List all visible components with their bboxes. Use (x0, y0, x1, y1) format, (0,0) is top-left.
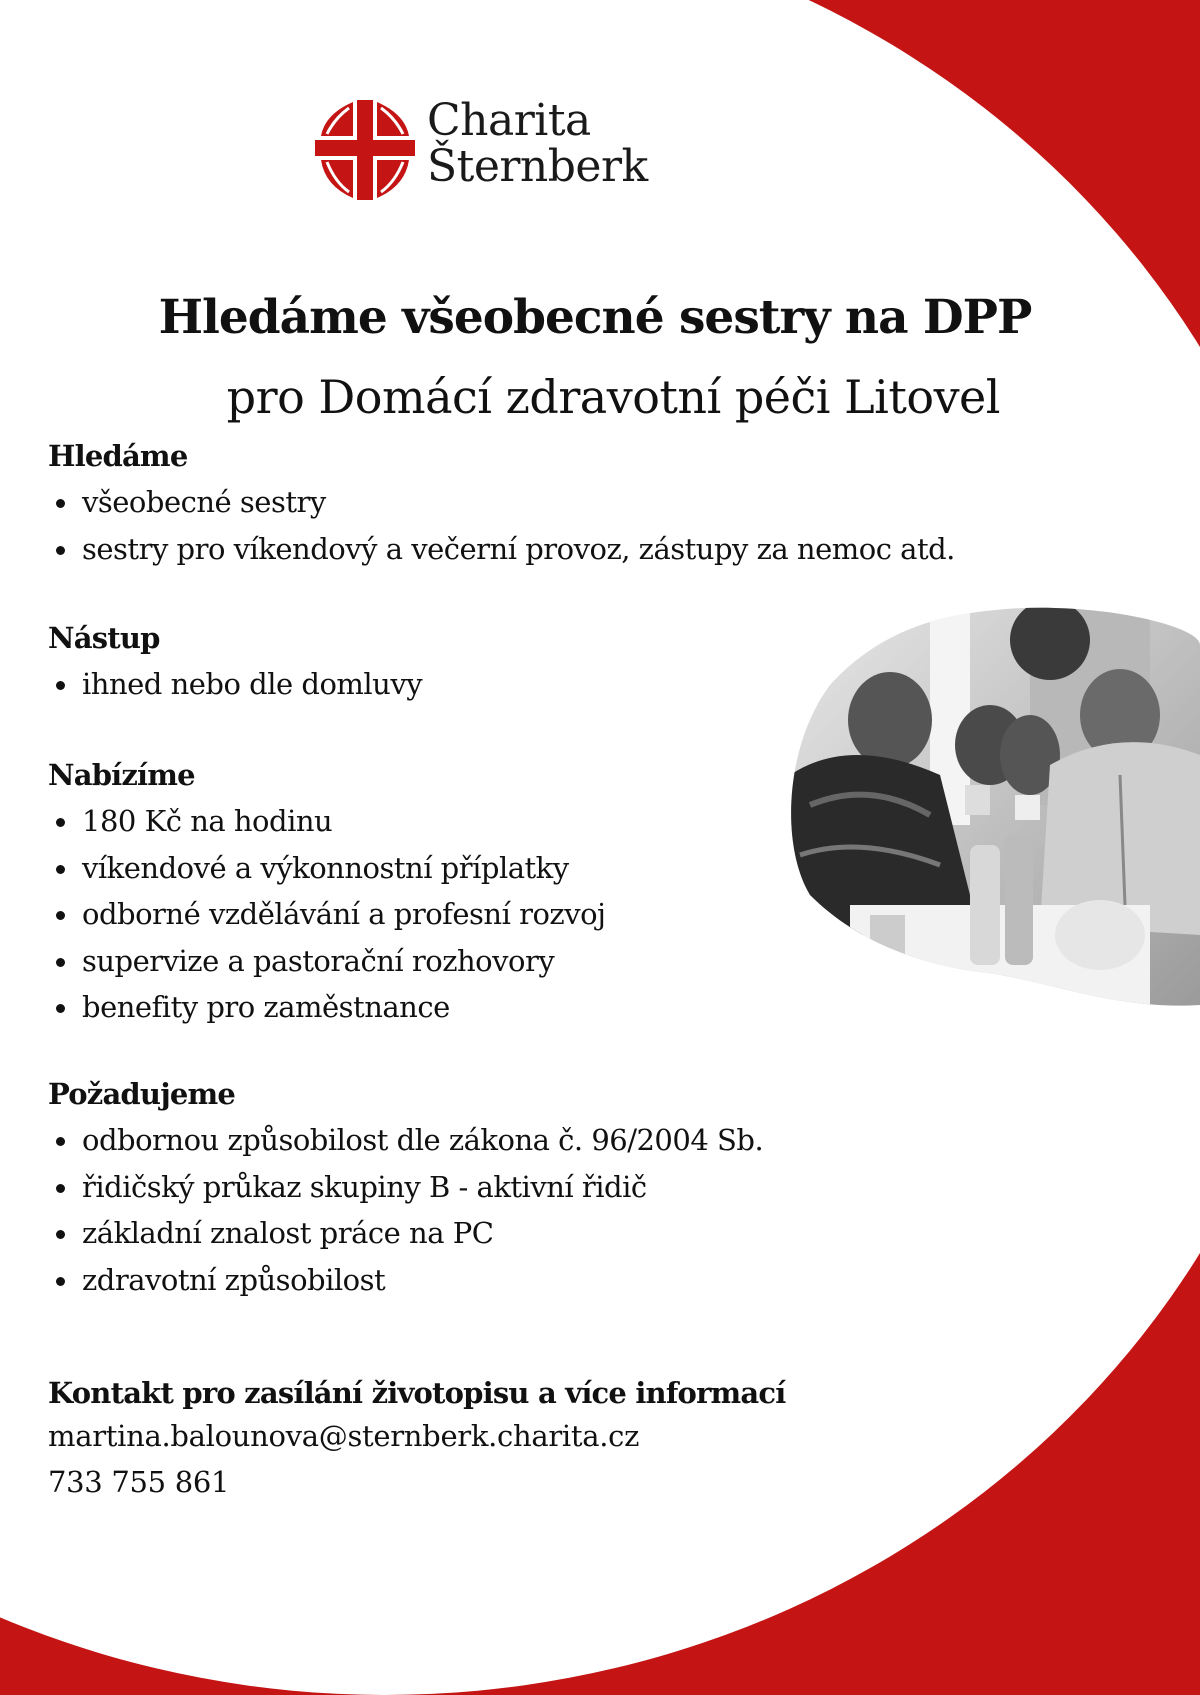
bullet-list (48, 479, 955, 572)
section-nastup (48, 619, 422, 708)
subtitle-text: pro Domácí zdravotní péči Litovel (226, 370, 1000, 424)
woman-left-head (848, 672, 932, 768)
list-item: zdravotní způsobilost (82, 1257, 763, 1304)
section-hledame (48, 437, 955, 572)
logo-line-2: Šternberk (427, 141, 648, 192)
section-pozadujeme (48, 1075, 763, 1303)
bullet-list (48, 1117, 763, 1303)
page-title: Hledáme všeobecné sestry na DPP (158, 290, 1032, 345)
page-subtitle (0, 370, 1180, 424)
list-item: supervize a pastorační rozhovory (82, 938, 606, 985)
list-item: všeobecné sestry (82, 479, 955, 526)
contact-phone[interactable]: 733 755 861 (48, 1465, 230, 1499)
logo-line-1: Charita (427, 95, 591, 146)
section-title: Nabízíme (48, 758, 195, 792)
contact-title: Kontakt pro zasílání životopisu a více informací (48, 1376, 786, 1410)
list-item: sestry pro víkendový a večerní provoz, zástupy za nemoc atd. (82, 526, 955, 573)
section-title: Požadujeme (48, 1077, 236, 1111)
contact-email[interactable]: martina.balounova@sternberk.charita.cz (48, 1419, 640, 1453)
list-item: odbornou způsobilost dle zákona č. 96/2004 Sb. (82, 1117, 763, 1164)
charita-logo (315, 95, 675, 208)
list-item: odborné vzdělávání a profesní rozvoj (82, 891, 606, 938)
nurse-visit-photo (790, 605, 1200, 1015)
list-item: ihned nebo dle domluvy (82, 661, 422, 708)
list-item: základní znalost práce na PC (82, 1210, 763, 1257)
section-nabizime (48, 756, 606, 1031)
bottle (970, 845, 1000, 965)
bullet-list (48, 661, 422, 708)
charita-cross-icon (315, 100, 415, 200)
section-title: Nástup (48, 621, 160, 655)
contact-section (48, 1373, 786, 1505)
section-title: Hledáme (48, 439, 188, 473)
list-item: víkendové a výkonnostní příplatky (82, 845, 606, 892)
list-item: řidičský průkaz skupiny B - aktivní řidič (82, 1164, 763, 1211)
logo-text (427, 95, 648, 192)
list-item: 180 Kč na hodinu (82, 798, 606, 845)
list-item: benefity pro zaměstnance (82, 984, 606, 1031)
bullet-list (48, 798, 606, 1031)
